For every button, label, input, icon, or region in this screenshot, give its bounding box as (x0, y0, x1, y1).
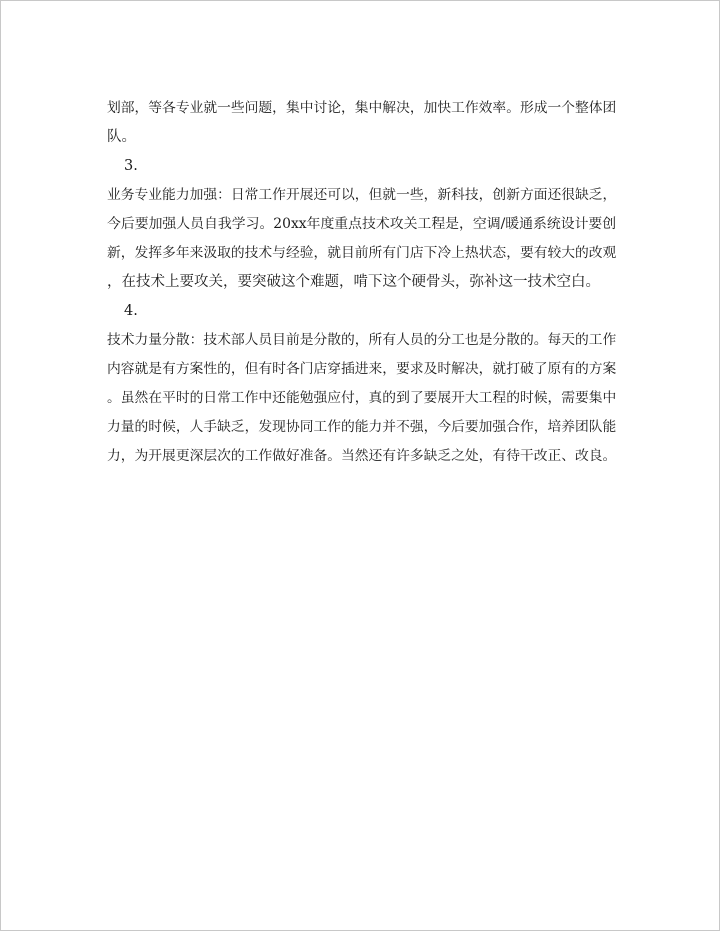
text-line: 业务专业能力加强：日常工作开展还可以，但就一些，新科技，创新方面还很缺乏， (107, 187, 617, 203)
text-line: 。虽然在平时的日常工作中还能勉强应付，真的到了要展开大工程的时候，需要集中 (107, 390, 617, 406)
paragraph-continuation (107, 94, 617, 152)
text-line: 新，发挥多年来汲取的技术与经验，就目前所有门店下冷上热状态，要有较大的改观 (107, 245, 617, 261)
text-line: 队。 (107, 129, 136, 145)
document-body (107, 94, 617, 471)
text-line: 力量的时候，人手缺乏，发现协同工作的能力并不强，今后要加强合作，培养团队能 (107, 419, 617, 435)
text-line: 内容就是有方案性的，但有时各门店穿插进来，要求及时解决，就打破了原有的方案 (107, 361, 617, 377)
text-line: 划部，等各专业就一些问题，集中讨论，集中解决，加快工作效率。形成一个整体团 (107, 100, 617, 116)
item-3-paragraph (107, 181, 617, 297)
item-number-3: 3. (124, 158, 138, 174)
text-line: 今后要加强人员自我学习。20xx年度重点技术攻关工程是，空调/暖通系统设计要创 (107, 216, 617, 232)
text-line: 力，为开展更深层次的工作做好准备。当然还有许多缺乏之处，有待干改正、改良。 (107, 448, 617, 464)
item-4-paragraph (107, 326, 617, 471)
item-number-4: 4. (124, 303, 138, 319)
text-line: 技术力量分散：技术部人员目前是分散的，所有人员的分工也是分散的。每天的工作 (107, 332, 617, 348)
text-line: ，在技术上要攻关，要突破这个难题，啃下这个硬骨头，弥补这一技术空白。 (107, 274, 600, 290)
